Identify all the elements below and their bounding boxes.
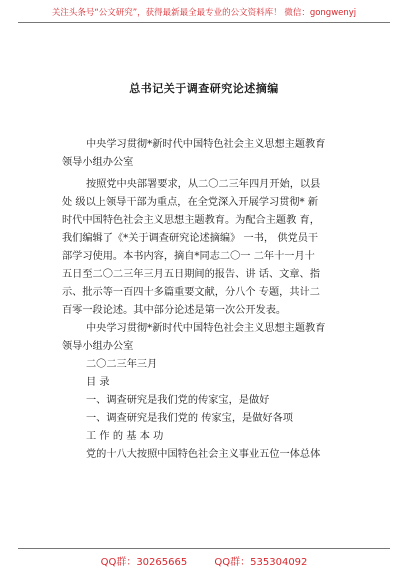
paragraph-line: 领导小组办公室	[62, 341, 134, 352]
paragraph-line: 处 级以上领导干部为重点，在全党深入开展学习贯彻* 新	[62, 197, 319, 208]
toc-item: 一、调查研究是我们党的传家宝，是做好	[86, 395, 270, 406]
paragraph-line: 示、批示等一百四十多篇重要文献，分八个 专题，共计二	[62, 287, 320, 298]
qq-group-2: QQ群：535304092	[214, 557, 308, 568]
document-title: 总书记关于调查研究论述摘编	[129, 82, 279, 95]
paragraph-line: 领导小组办公室	[62, 157, 134, 168]
header-divider	[18, 22, 390, 23]
paragraph-line: 中央学习贯彻*新时代中国特色社会主义思想主题教育	[86, 139, 326, 150]
toc-item: 一、调查研究是我们党的 传家宝，是做好各项	[86, 413, 293, 424]
date-line: 二〇二三年三月	[86, 359, 158, 370]
paragraph-line: 部学习使用。本书内容，摘自*同志二〇一 二年十一月十	[62, 251, 315, 262]
footer-contacts	[0, 553, 408, 568]
qq-group-1: QQ群：30265665	[100, 557, 188, 568]
section-heading: 工 作 的 基 本 功	[86, 431, 164, 442]
header-note: 关注头条号“公文研究”，获得最新最全最专业的公文资料库！ 微信：gongwenyj	[51, 8, 357, 18]
paragraph-line: 我们编辑了《*关于调查研究论述摘编》 一书， 供党员干	[62, 233, 319, 244]
paragraph-line: 中央学习贯彻*新时代中国特色社会主义思想主题教育	[86, 323, 326, 334]
footer-divider	[18, 548, 390, 549]
paragraph-line: 党的十八大按照中国特色社会主义事业五位一体总体	[86, 449, 321, 460]
paragraph-line: 时代中国特色社会主义思想主题教育。为配合主题教 育，	[62, 215, 320, 226]
toc-heading: 目 录	[86, 377, 110, 388]
paragraph-line: 按照党中央部署要求，从二〇二三年四月开始，以县	[86, 179, 321, 190]
paragraph-line: 百零一段论述。其中部分论述是第一次公开发表。	[62, 305, 287, 316]
paragraph-line: 五日至二〇二三年三月五日期间的报告、讲 话、文章、指	[62, 269, 320, 280]
